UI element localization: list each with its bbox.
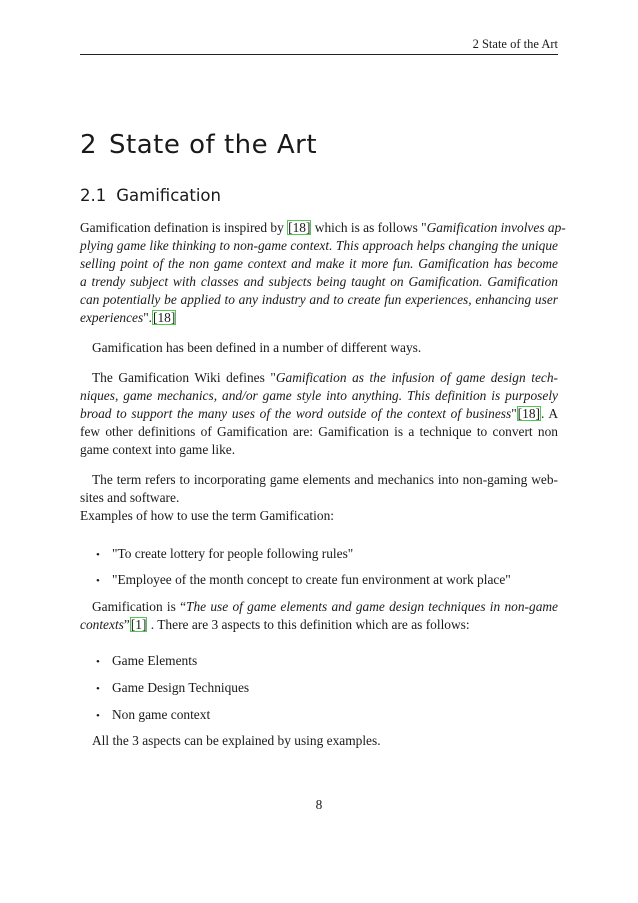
para4-line3: Examples of how to use the term Gamification: bbox=[80, 508, 334, 523]
para1-line6: experiences".[18] bbox=[80, 310, 176, 325]
para3-line4: few other definitions of Gamification are: Gamification is a technique to convert non bbox=[80, 424, 558, 439]
list-item: • Game Elements bbox=[96, 652, 197, 671]
para1-line4: a trendy subject with classes and subjects being taught on Gamification. Gamification bbox=[80, 274, 558, 289]
section-number: 2.1 bbox=[80, 186, 107, 205]
para3-line3: broad to support the many uses of the word outside of the context of business"[18]. A bbox=[80, 406, 558, 421]
running-header: 2 State of the Art bbox=[472, 37, 558, 51]
bullet-icon: • bbox=[96, 683, 100, 695]
para4-line2: sites and software. bbox=[80, 490, 180, 505]
chapter-title bbox=[80, 130, 329, 160]
para1-line1: Gamification defination is inspired by [18] which is as follows "Gamification involves ap- bbox=[80, 220, 566, 235]
chapter-number: 2 bbox=[80, 130, 98, 160]
page-number: 8 bbox=[315, 797, 323, 812]
citation-link-18[interactable]: [18] bbox=[517, 406, 540, 421]
bullet-icon: • bbox=[96, 656, 100, 668]
para5-line1: Gamification is “The use of game elements and game design techniques in non-game bbox=[92, 599, 559, 614]
para1-line3: selling point of the non game context and make it more fun. Gamification has become bbox=[80, 256, 558, 271]
list-item: • Non game context bbox=[96, 706, 210, 725]
para5-line2: contexts”[1] . There are 3 aspects to this definition which are as follows: bbox=[80, 617, 470, 632]
para3-line1: The Gamification Wiki defines "Gamification as the infusion of game design tech- bbox=[92, 370, 558, 385]
list-item: • "Employee of the month concept to create fun environment at work place" bbox=[96, 571, 511, 590]
para3-line5: game context into game like. bbox=[80, 442, 236, 457]
chapter-title-text: State of the Art bbox=[109, 130, 318, 160]
bullet-icon: • bbox=[96, 710, 100, 722]
citation-link-1[interactable]: [1] bbox=[130, 617, 147, 632]
header-rule bbox=[80, 54, 558, 55]
para1-line2: plying game like thinking to non-game context. This approach helps changing the unique bbox=[80, 238, 558, 253]
list-item: • "To create lottery for people following rules" bbox=[96, 545, 353, 564]
list-item: • Game Design Techniques bbox=[96, 679, 249, 698]
para3-line2: niques, game mechanics, and/or game style into anything. This definition is purposely bbox=[80, 388, 558, 403]
para6: All the 3 aspects can be explained by using examples. bbox=[92, 733, 381, 748]
para2: Gamification has been defined in a number of different ways. bbox=[92, 340, 422, 355]
para4-line1: The term refers to incorporating game elements and mechanics into non-gaming web- bbox=[92, 472, 558, 487]
bullet-icon: • bbox=[96, 575, 100, 587]
section-title-text: Gamification bbox=[116, 186, 221, 205]
section-title bbox=[80, 186, 231, 205]
citation-link-18[interactable]: [18] bbox=[153, 310, 176, 325]
bullet-icon: • bbox=[96, 549, 100, 561]
citation-link-18[interactable]: [18] bbox=[288, 220, 311, 235]
para1-line5: can potentially be applied to any industry and to create fun experiences, enhancing user bbox=[80, 292, 558, 307]
